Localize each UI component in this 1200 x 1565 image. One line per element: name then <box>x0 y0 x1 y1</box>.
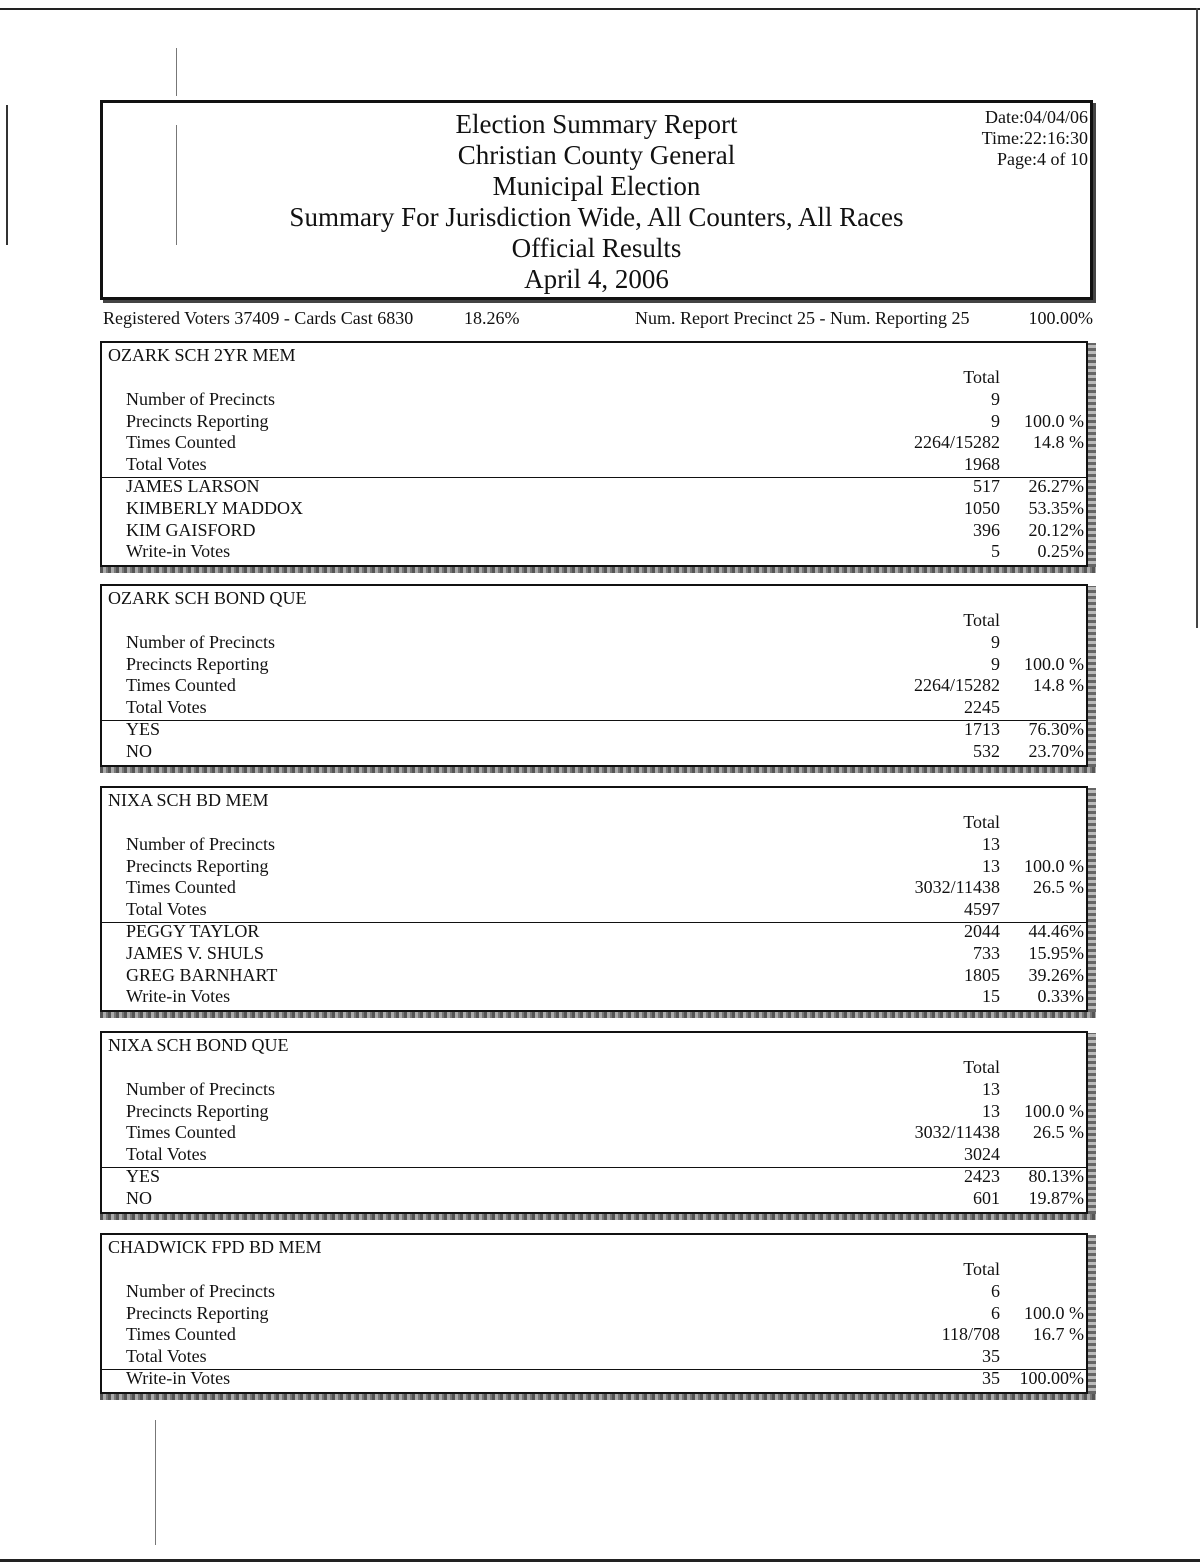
choice-name: YES <box>126 719 161 739</box>
registered-voters: Registered Voters 37409 - Cards Cast 6830 <box>103 308 414 328</box>
vote-percent: 100.0 % <box>1024 410 1084 431</box>
stat-label: Number of Precincts <box>126 1280 275 1301</box>
vote-percent: 100.0 % <box>1024 653 1084 674</box>
title-line: Official Results <box>511 233 682 263</box>
stat-label: Times Counted <box>126 1324 236 1345</box>
stat-label: Precincts Reporting <box>126 1100 269 1121</box>
title-line: Municipal Election <box>492 171 701 201</box>
stat-label: Times Counted <box>126 675 236 696</box>
choice-name: YES <box>126 1166 161 1186</box>
choice-name: GREG BARNHART <box>126 964 278 985</box>
title-line: Election Summary Report <box>455 109 738 139</box>
stat-label: Total Votes <box>126 1346 207 1367</box>
report-title <box>103 109 1090 295</box>
stat-label: Number of Precincts <box>126 833 275 854</box>
stat-row <box>102 654 1086 676</box>
race-box <box>100 341 1088 567</box>
stat-label: Total Votes <box>126 1144 207 1165</box>
vote-total: 2264/15282 <box>913 432 1000 453</box>
choice-name: KIMBERLY MADDOX <box>126 497 304 518</box>
vote-total: 6 <box>991 1302 1000 1323</box>
report-time: Time:22:16:30 <box>981 128 1088 148</box>
stat-label: Precincts Reporting <box>126 410 269 431</box>
stat-label: Total Votes <box>126 899 207 920</box>
choice-name: Write-in Votes <box>126 541 231 562</box>
report-date: Date:04/04/06 <box>985 107 1088 127</box>
vote-total: 4597 <box>964 899 1000 920</box>
choice-row <box>102 986 1086 1008</box>
race-box <box>100 584 1088 767</box>
race-box <box>100 786 1088 1012</box>
stat-row <box>102 411 1086 433</box>
vote-total: 733 <box>973 942 1000 963</box>
stat-label: Times Counted <box>126 877 236 898</box>
vote-total: 15 <box>982 986 1000 1007</box>
vote-total: 1050 <box>964 497 1000 518</box>
vote-percent: 26.27% <box>1028 476 1084 496</box>
vote-percent: 0.33% <box>1037 986 1084 1007</box>
choice-name: KIM GAISFORD <box>126 519 256 540</box>
race-box <box>100 1031 1088 1214</box>
vote-total: 9 <box>991 410 1000 431</box>
choice-row <box>102 965 1086 987</box>
choice-row <box>102 741 1086 763</box>
choice-row <box>102 1188 1086 1210</box>
page-bottom-edge <box>0 1559 1200 1562</box>
vote-percent: 100.0 % <box>1024 1302 1084 1323</box>
total-header-row <box>102 1057 1086 1079</box>
choice-name: NO <box>126 1187 152 1208</box>
scan-mark <box>155 1420 156 1545</box>
race-box <box>100 1233 1088 1394</box>
race-title: OZARK SCH BOND QUE <box>108 588 307 608</box>
vote-percent: 20.12% <box>1028 519 1084 540</box>
stat-row <box>102 1144 1086 1166</box>
choice-row <box>102 476 1086 498</box>
choice-row <box>102 1166 1086 1188</box>
total-column-header: Total <box>963 1259 1000 1279</box>
vote-total: 118/708 <box>941 1324 1000 1345</box>
total-column-header: Total <box>963 367 1000 387</box>
title-line: Summary For Jurisdiction Wide, All Counters, All Races <box>289 202 904 232</box>
vote-total: 2423 <box>964 1166 1000 1186</box>
total-column-header: Total <box>963 610 1000 630</box>
vote-total: 9 <box>991 388 1000 409</box>
vote-total: 13 <box>982 855 1000 876</box>
vote-percent: 80.13% <box>1028 1166 1084 1186</box>
page-top-edge <box>0 8 1200 10</box>
stat-row <box>102 1101 1086 1123</box>
vote-total: 3024 <box>964 1144 1000 1165</box>
vote-total: 601 <box>973 1187 1000 1208</box>
report-meta <box>982 107 1088 170</box>
title-line: Christian County General <box>457 140 736 170</box>
total-header-row <box>102 367 1086 389</box>
stat-label: Times Counted <box>126 432 236 453</box>
stat-label: Total Votes <box>126 697 207 718</box>
vote-percent: 100.00% <box>1019 1368 1084 1388</box>
vote-total: 3032/11438 <box>914 1122 1000 1143</box>
choice-row <box>102 1368 1086 1390</box>
stat-label: Precincts Reporting <box>126 653 269 674</box>
choice-row <box>102 719 1086 741</box>
vote-total: 9 <box>991 631 1000 652</box>
choice-row <box>102 498 1086 520</box>
vote-total: 517 <box>973 476 1000 496</box>
total-header-row <box>102 1259 1086 1281</box>
vote-percent: 39.26% <box>1028 964 1084 985</box>
stat-label: Precincts Reporting <box>126 855 269 876</box>
choice-name: JAMES V. SHULS <box>126 942 264 963</box>
vote-percent: 19.87% <box>1028 1187 1084 1208</box>
stat-label: Total Votes <box>126 454 207 475</box>
stat-row <box>102 877 1086 899</box>
vote-total: 35 <box>982 1346 1000 1367</box>
total-column-header: Total <box>963 812 1000 832</box>
stat-row <box>102 1303 1086 1325</box>
race-title: CHADWICK FPD BD MEM <box>108 1237 322 1257</box>
stat-row <box>102 1324 1086 1346</box>
stat-label: Number of Precincts <box>126 631 275 652</box>
vote-total: 396 <box>973 519 1000 540</box>
vote-percent: 76.30% <box>1028 719 1084 739</box>
choice-row <box>102 943 1086 965</box>
turnout-summary <box>103 308 1093 332</box>
vote-percent: 44.46% <box>1028 921 1084 941</box>
choice-row <box>102 541 1086 563</box>
page-left-edge <box>6 105 8 245</box>
vote-total: 13 <box>982 1100 1000 1121</box>
race-title: NIXA SCH BOND QUE <box>108 1035 289 1055</box>
precincts-pct: 100.00% <box>1028 308 1093 328</box>
report-page: Page:4 of 10 <box>997 149 1088 169</box>
vote-percent: 14.8 % <box>1033 675 1084 696</box>
stat-label: Number of Precincts <box>126 388 275 409</box>
vote-percent: 16.7 % <box>1033 1324 1084 1345</box>
stat-row <box>102 1346 1086 1368</box>
stat-row <box>102 834 1086 856</box>
vote-total: 3032/11438 <box>914 877 1000 898</box>
vote-percent: 26.5 % <box>1033 1122 1084 1143</box>
stat-row <box>102 1122 1086 1144</box>
stat-row <box>102 454 1086 476</box>
choice-row <box>102 520 1086 542</box>
scan-mark <box>176 48 177 96</box>
turnout-pct: 18.26% <box>464 308 520 328</box>
precincts-reporting: Num. Report Precinct 25 - Num. Reporting 25 <box>635 308 970 328</box>
stat-row <box>102 1079 1086 1101</box>
report-header <box>100 100 1093 300</box>
vote-total: 532 <box>973 740 1000 761</box>
vote-percent: 14.8 % <box>1033 432 1084 453</box>
vote-percent: 100.0 % <box>1024 855 1084 876</box>
stat-label: Precincts Reporting <box>126 1302 269 1323</box>
race-title: NIXA SCH BD MEM <box>108 790 269 810</box>
stat-row <box>102 389 1086 411</box>
stat-row <box>102 697 1086 719</box>
vote-percent: 26.5 % <box>1033 877 1084 898</box>
vote-percent: 53.35% <box>1028 497 1084 518</box>
vote-total: 35 <box>982 1368 1000 1388</box>
vote-percent: 23.70% <box>1028 740 1084 761</box>
stat-row <box>102 1281 1086 1303</box>
stat-row <box>102 632 1086 654</box>
stat-row <box>102 856 1086 878</box>
vote-total: 2044 <box>964 921 1000 941</box>
vote-total: 6 <box>991 1280 1000 1301</box>
choice-name: Write-in Votes <box>126 1368 231 1388</box>
vote-total: 2245 <box>964 697 1000 718</box>
vote-total: 1713 <box>964 719 1000 739</box>
vote-percent: 100.0 % <box>1024 1100 1084 1121</box>
choice-row <box>102 921 1086 943</box>
vote-percent: 0.25% <box>1037 541 1084 562</box>
choice-name: NO <box>126 740 152 761</box>
choice-name: Write-in Votes <box>126 986 231 1007</box>
total-column-header: Total <box>963 1057 1000 1077</box>
choice-name: PEGGY TAYLOR <box>126 921 260 941</box>
stat-label: Times Counted <box>126 1122 236 1143</box>
vote-total: 1968 <box>964 454 1000 475</box>
vote-total: 13 <box>982 1078 1000 1099</box>
vote-total: 5 <box>991 541 1000 562</box>
total-header-row <box>102 812 1086 834</box>
stat-row <box>102 899 1086 921</box>
stat-row <box>102 675 1086 697</box>
stat-label: Number of Precincts <box>126 1078 275 1099</box>
vote-total: 9 <box>991 653 1000 674</box>
vote-total: 13 <box>982 833 1000 854</box>
page-right-edge <box>1196 8 1198 628</box>
vote-percent: 15.95% <box>1028 942 1084 963</box>
title-line: April 4, 2006 <box>524 264 669 294</box>
race-title: OZARK SCH 2YR MEM <box>108 345 296 365</box>
choice-name: JAMES LARSON <box>126 476 260 496</box>
total-header-row <box>102 610 1086 632</box>
vote-total: 2264/15282 <box>913 675 1000 696</box>
vote-total: 1805 <box>964 964 1000 985</box>
stat-row <box>102 432 1086 454</box>
